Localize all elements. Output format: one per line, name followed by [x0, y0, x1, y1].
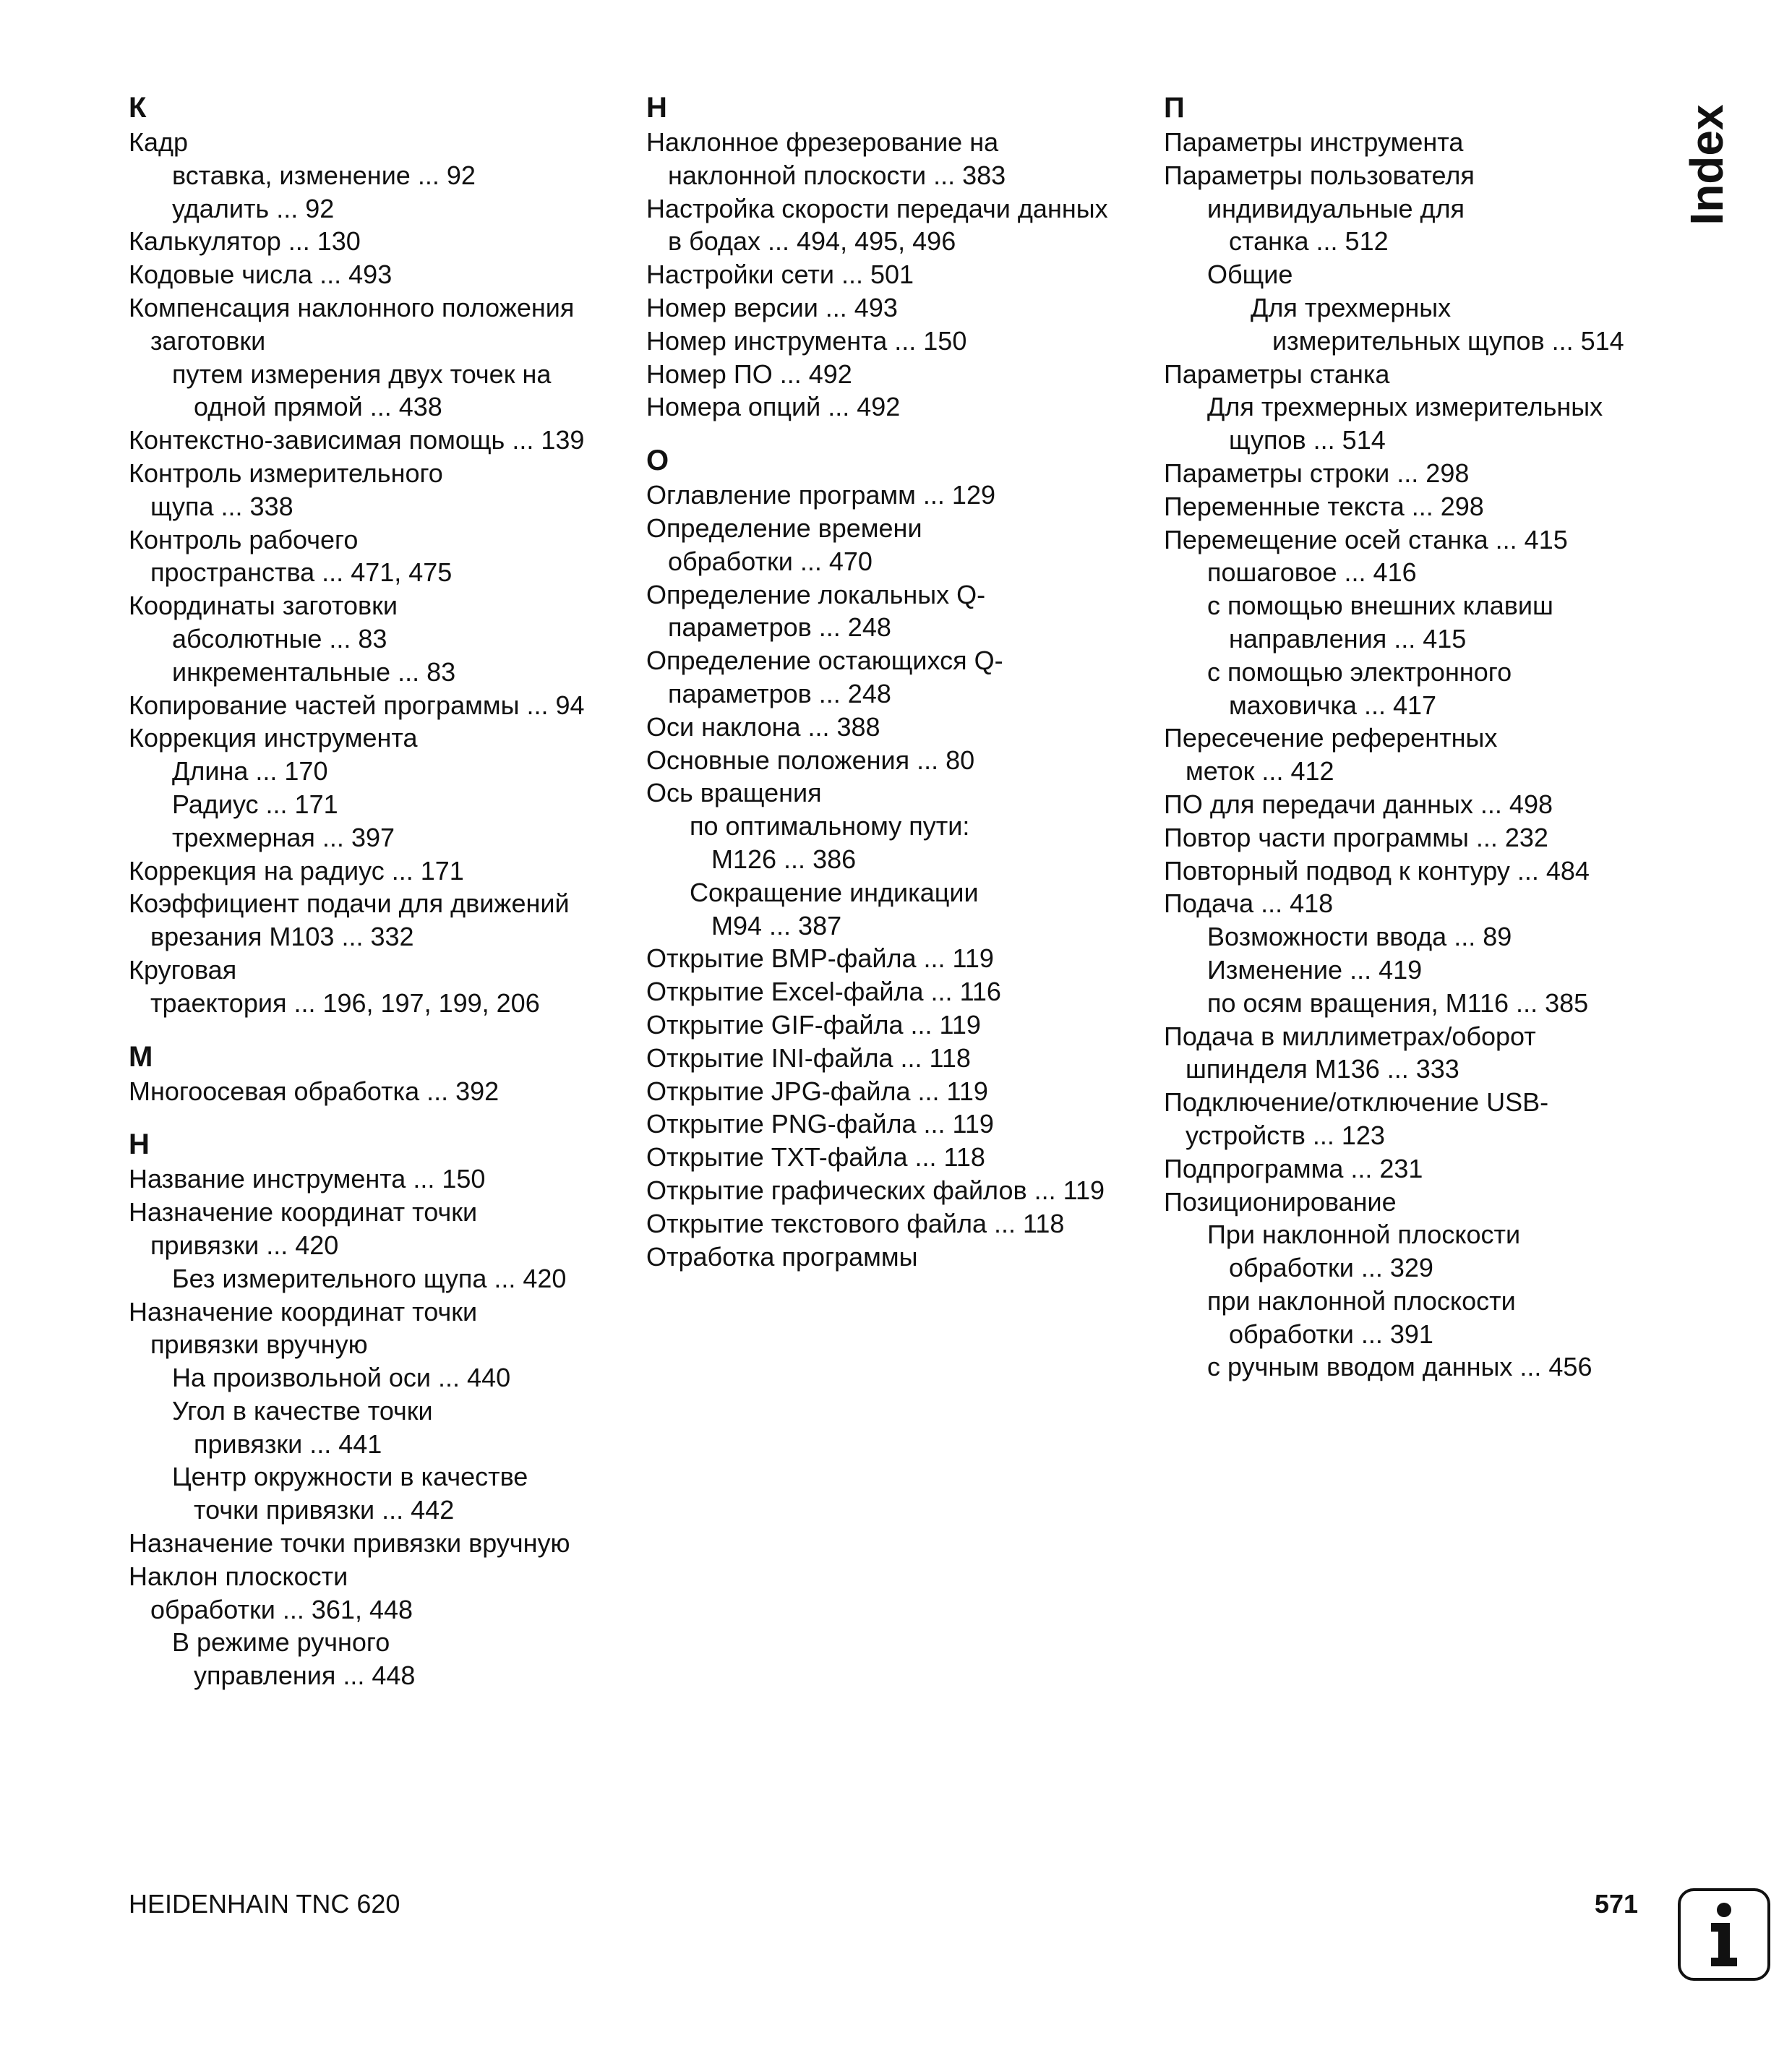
index-entry: Круговая — [129, 954, 237, 985]
index-entry: Параметры строки ... 298 — [1164, 458, 1470, 488]
index-entry: Открытие GIF-файла ... 119 — [646, 1009, 981, 1040]
index-entry: Номера опций ... 492 — [646, 392, 901, 422]
index-tab-label — [1674, 100, 1739, 230]
index-entry: Настройки сети ... 501 — [646, 260, 914, 290]
index-entry: Параметры пользователя — [1164, 160, 1475, 190]
index-entry: устройств ... 123 — [1186, 1120, 1385, 1150]
index-entry: Для трехмерных измерительных — [1207, 392, 1603, 422]
index-entry: Координаты заготовки — [129, 591, 398, 621]
index-entry: Открытие BMP-файла ... 119 — [646, 943, 994, 974]
index-entry: щупов ... 514 — [1229, 425, 1386, 455]
index-entry: управления ... 448 — [194, 1661, 416, 1691]
index-entry: Позиционирование — [1164, 1186, 1397, 1217]
index-entry: Открытие TXT-файла ... 118 — [646, 1142, 985, 1173]
section-letter: Н — [646, 92, 667, 124]
index-entry: Радиус ... 171 — [172, 789, 338, 819]
index-entry: Для трехмерных — [1251, 292, 1452, 322]
index-entry: Возможности ввода ... 89 — [1207, 922, 1512, 952]
index-entry: Номер версии ... 493 — [646, 292, 898, 322]
index-entry: измерительных щупов ... 514 — [1272, 325, 1624, 356]
index-entry: Параметры инструмента — [1164, 127, 1464, 157]
section-letter: П — [1164, 92, 1185, 124]
index-entry: привязки ... 441 — [194, 1428, 382, 1459]
index-entry: удалить ... 92 — [172, 193, 335, 223]
index-entry: абсолютные ... 83 — [172, 623, 387, 654]
index-entry: станка ... 512 — [1229, 226, 1389, 257]
index-entry: Подача ... 418 — [1164, 888, 1334, 919]
index-entry: Повторный подвод к контуру ... 484 — [1164, 855, 1590, 886]
index-entry: Угол в качестве точки — [172, 1395, 433, 1426]
index-entry: Подпрограмма ... 231 — [1164, 1153, 1423, 1183]
index-entry: В режиме ручного — [172, 1627, 390, 1658]
index-section — [129, 1128, 635, 1692]
index-section — [646, 91, 1152, 424]
index-entry: Длина ... 170 — [172, 756, 328, 787]
info-icon — [1678, 1888, 1770, 1981]
index-entry: привязки вручную — [150, 1329, 368, 1360]
index-entry: Повтор части программы ... 232 — [1164, 822, 1548, 852]
section-letter: Н — [129, 1128, 150, 1161]
index-entry: Коррекция инструмента — [129, 723, 418, 753]
index-section — [1164, 91, 1670, 1384]
index-entry: меток ... 412 — [1186, 756, 1334, 787]
index-entry: Коэффициент подачи для движений — [129, 888, 570, 919]
index-column-1 — [129, 91, 635, 1713]
index-section — [646, 444, 1152, 1273]
page-number: 571 — [1594, 1889, 1638, 1919]
index-entry: параметров ... 248 — [668, 612, 891, 643]
index-entry: в бодах ... 494, 495, 496 — [668, 226, 956, 257]
index-entry: обработки ... 329 — [1229, 1253, 1433, 1283]
index-entry: обработки ... 361, 448 — [150, 1594, 413, 1624]
section-letter: О — [646, 445, 669, 477]
index-entry: Переменные текста ... 298 — [1164, 491, 1484, 521]
index-entry: Центр окружности в качестве — [172, 1462, 528, 1492]
index-column-3 — [1164, 91, 1670, 1404]
footer-product-name: HEIDENHAIN TNC 620 — [129, 1889, 400, 1919]
index-entry: одной прямой ... 438 — [194, 392, 442, 422]
index-entry: инкрементальные ... 83 — [172, 656, 456, 687]
index-entry: вставка, изменение ... 92 — [172, 160, 476, 190]
index-entry: врезания M103 ... 332 — [150, 922, 414, 952]
index-entry: Наклон плоскости — [129, 1561, 348, 1591]
index-section — [129, 91, 635, 1020]
index-entry: параметров ... 248 — [668, 678, 891, 708]
index-entry: с помощью электронного — [1207, 656, 1512, 687]
index-entry: обработки ... 391 — [1229, 1319, 1433, 1349]
index-entry: точки привязки ... 442 — [194, 1495, 455, 1525]
index-entry: Открытие PNG-файла ... 119 — [646, 1109, 994, 1139]
index-entry: пространства ... 471, 475 — [150, 557, 453, 588]
index-entry: Определение остающихся Q- — [646, 646, 1003, 676]
index-entry: заготовки — [150, 325, 266, 356]
index-entry: На произвольной оси ... 440 — [172, 1363, 511, 1393]
index-entry: Название инструмента ... 150 — [129, 1164, 486, 1194]
index-entry: с ручным вводом данных ... 456 — [1207, 1352, 1592, 1382]
index-entry: Копирование частей программы ... 94 — [129, 690, 585, 720]
index-entry: ПО для передачи данных ... 498 — [1164, 789, 1553, 819]
index-entry: маховичка ... 417 — [1229, 690, 1437, 720]
index-entry: Коррекция на радиус ... 171 — [129, 855, 464, 886]
index-entry: путем измерения двух точек на — [172, 359, 552, 389]
index-entry: Контекстно-зависимая помощь ... 139 — [129, 425, 585, 455]
index-entry: Компенсация наклонного положения — [129, 292, 575, 322]
index-entry: Сокращение индикации — [690, 877, 979, 907]
index-entry: Оглавление программ ... 129 — [646, 480, 995, 510]
index-section — [129, 1040, 635, 1108]
index-entry: Кадр — [129, 127, 189, 157]
index-entry: Открытие JPG-файла ... 119 — [646, 1076, 988, 1106]
index-entry: Определение локальных Q- — [646, 579, 986, 609]
index-entry: Номер инструмента ... 150 — [646, 325, 967, 356]
index-entry: M126 ... 386 — [711, 844, 857, 874]
index-entry: Открытие Excel-файла ... 116 — [646, 977, 1001, 1007]
index-entry: Изменение ... 419 — [1207, 954, 1423, 985]
index-entry: Наклонное фрезерование на — [646, 127, 999, 157]
index-entry: Многоосевая обработка ... 392 — [129, 1076, 500, 1106]
index-entry: Ось вращения — [646, 778, 822, 808]
index-entry: Основные положения ... 80 — [646, 745, 975, 775]
index-entry: Калькулятор ... 130 — [129, 226, 361, 257]
index-entry: траектория ... 196, 197, 199, 206 — [150, 987, 540, 1018]
index-entry: M94 ... 387 — [711, 910, 842, 941]
index-entry: направления ... 415 — [1229, 623, 1467, 654]
index-entry: Назначение точки привязки вручную — [129, 1528, 570, 1559]
index-entry: Номер ПО ... 492 — [646, 359, 852, 389]
index-entry: Настройка скорости передачи данных — [646, 193, 1108, 223]
index-tab-text: Index — [1681, 104, 1733, 226]
index-entry: Подача в миллиметрах/оборот — [1164, 1021, 1536, 1051]
index-entry: Подключение/отключение USB- — [1164, 1087, 1549, 1118]
index-entry: при наклонной плоскости — [1207, 1285, 1516, 1316]
index-entry: Пересечение референтных — [1164, 723, 1498, 753]
index-entry: Определение времени — [646, 513, 922, 543]
index-entry: с помощью внешних клавиш — [1207, 591, 1553, 621]
index-entry: Без измерительного щупа ... 420 — [172, 1263, 567, 1293]
section-letter: К — [129, 92, 147, 124]
index-entry: Назначение координат точки — [129, 1197, 478, 1227]
index-entry: шпинделя M136 ... 333 — [1186, 1054, 1459, 1084]
index-entry: Оси наклона ... 388 — [646, 711, 880, 742]
index-entry: Общие — [1207, 260, 1293, 290]
index-entry: Контроль рабочего — [129, 524, 359, 554]
index-entry: При наклонной плоскости — [1207, 1220, 1521, 1250]
index-entry: Контроль измерительного — [129, 458, 443, 488]
index-entry: Назначение координат точки — [129, 1296, 478, 1327]
index-entry: Открытие графических файлов ... 119 — [646, 1175, 1105, 1205]
index-entry: обработки ... 470 — [668, 546, 873, 576]
index-entry: пошаговое ... 416 — [1207, 557, 1417, 588]
index-entry: индивидуальные для — [1207, 193, 1465, 223]
index-entry: Открытие текстового файла ... 118 — [646, 1208, 1065, 1238]
index-entry: трехмерная ... 397 — [172, 822, 395, 852]
index-entry: Кодовые числа ... 493 — [129, 260, 393, 290]
index-entry: по оптимальному пути: — [690, 811, 970, 841]
index-entry: щупа ... 338 — [150, 491, 293, 521]
index-entry: Перемещение осей станка ... 415 — [1164, 524, 1568, 554]
index-column-2 — [646, 91, 1152, 1293]
section-letter: М — [129, 1040, 153, 1073]
index-entry: привязки ... 420 — [150, 1230, 339, 1260]
index-entry: по осям вращения, M116 ... 385 — [1207, 987, 1589, 1018]
index-entry: наклонной плоскости ... 383 — [668, 160, 1006, 190]
index-entry: Открытие INI-файла ... 118 — [646, 1042, 971, 1073]
index-entry: Параметры станка — [1164, 359, 1390, 389]
index-entry: Отработка программы — [646, 1241, 918, 1272]
